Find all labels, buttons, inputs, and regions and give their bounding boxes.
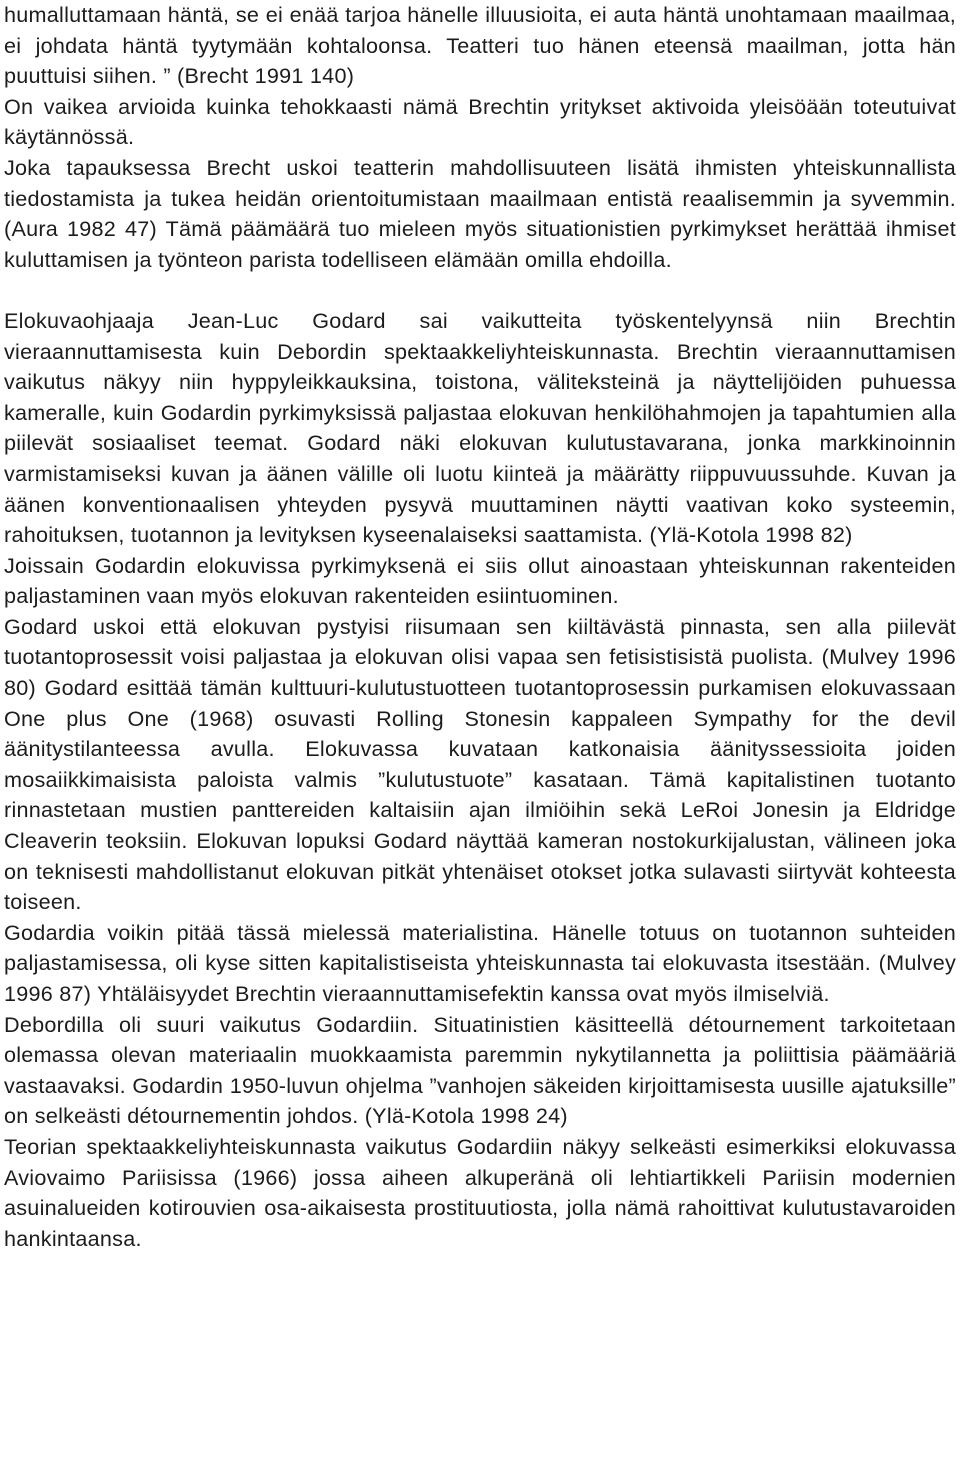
paragraph-brecht-quote: humalluttamaan häntä, se ei enää tarjoa hänelle illuusioita, ei auta häntä unohtamaan maailmaa, ei johdata häntä tyytymään kohtaloonsa. Teatteri tuo hänen eteensä maailman, jotta hän puuttuisi siihen. ” (Brecht 1991 140) xyxy=(4,2,956,89)
paragraph-detournement: Debordilla oli suuri vaikutus Godardiin. Situatinistien käsitteellä détournement tarkoitetaan olemassa olevan materiaalin muokkaamista paremmin nykytilannetta ja poliittisia päämääriä vastaavaksi. Godardin 1950-luvun ohjelma ”vanhojen säkeiden kirjoittamisesta uusille ajatuksille” on selkeästi détournementin johdos. (Ylä-Kotola 1998 24) xyxy=(4,1011,956,1129)
paragraph-one-plus-one: Godard uskoi että elokuvan pystyisi riisumaan sen kiiltävästä pinnasta, sen alla piilevät tuotantoprosessit voisi paljastaa ja elokuvan olisi vapaa sen fetisistisistä puolista. (Mulvey 1996 80) Godard esittää tämän kulttuuri-kulutustuotteen tuotantoprosessin purkamisen elokuvassaan One plus One (1968) osuvasti Rolling Stonesin kappaleen Sympathy for the devil äänitystilanteessa avulla. Elokuvassa kuvataan katkonaisia äänityssessioita joiden mosaiikkimaisista paloista valmis ”kulutustuote” kasataan. Tämä kapitalistinen tuotanto rinnastetaan mustien panttereiden kaltaisiin ajan ilmiöihin sekä LeRoi Jonesin ja Eldridge Cleaverin teoksiin. Elokuvan lopuksi Godard näyttää kameran nostokurkijalustan, välineen joka on teknisesti mahdollistanut elokuvan pitkät yhtenäiset otokset jotka sulavasti siirtyvät kohteesta toiseen. xyxy=(4,613,956,915)
paragraph-godard-intro: Elokuvaohjaaja Jean-Luc Godard sai vaikutteita työskentelyynsä niin Brechtin vieraannuttamisesta kuin Debordin spektaakkeliyhteiskunnasta. Brechtin vieraannuttamisen vaikutus näkyy niin hyppyleikkauksina, toistona, väliteksteinä ja näyttelijöiden puhuessa kameralle, kuin Godardin pyrkimyksissä paljastaa elokuvan henkilöhahmojen ja tapahtumien alla piilevät sosiaaliset teemat. Godard näki elokuvan kulutustavarana, jonka markkinoinnin varmistamiseksi kuvan ja äänen välille oli luotu kiinteä ja määrätty riippuvuussuhde. Kuvan ja äänen konventionaalisen yhteyden pysyvä muuttaminen näytti vaativan koko systeemin, rahoituksen, tuotannon ja levityksen kyseenalaiseksi saattamista. (Ylä-Kotola 1998 82) xyxy=(4,307,956,548)
document-page xyxy=(4,0,956,1254)
paragraph-materialismi: Godardia voikin pitää tässä mielessä materialistina. Hänelle totuus on tuotannon suhteiden paljastamisessa, oli kyse sitten kapitalistiseista yhteiskunnasta tai elokuvasta itsestään. (Mulvey 1996 87) Yhtäläisyydet Brechtin vieraannuttamisefektin kanssa ovat myös ilmiselviä. xyxy=(4,919,956,1006)
paragraph-aura: Joka tapauksessa Brecht uskoi teatterin mahdollisuuteen lisätä ihmisten yhteiskunnallista tiedostamista ja tukea heidän orientoitumistaan maailmaan entistä reaalisemmin ja syvemmin. (Aura 1982 47) Tämä päämäärä tuo mieleen myös situationistien pyrkimykset herättää ihmiset kuluttamisen ja työnteon parista todelliseen elämään omilla ehdoilla. xyxy=(4,154,956,272)
paragraph-rakenteet: Joissain Godardin elokuvissa pyrkimyksenä ei siis ollut ainoastaan yhteiskunnan rakenteiden paljastaminen vaan myös elokuvan rakenteiden esiintuominen. xyxy=(4,552,956,609)
paragraph-yleiso: On vaikea arvioida kuinka tehokkaasti nämä Brechtin yritykset aktivoida yleisöään toteutuivat käytännössä. xyxy=(4,93,956,150)
paragraph-spektaakkeli: Teorian spektaakkeliyhteiskunnasta vaikutus Godardiin näkyy selkeästi esimerkiksi elokuvassa Aviovaimo Pariisissa (1966) jossa aiheen alkuperänä oli lehtiartikkeli Pariisin modernien asuinalueiden kotirouvien osa-aikaisesta prostituutiosta, jolla nämä rahoittivat kulutustavaroiden hankintaansa. xyxy=(4,1133,956,1251)
